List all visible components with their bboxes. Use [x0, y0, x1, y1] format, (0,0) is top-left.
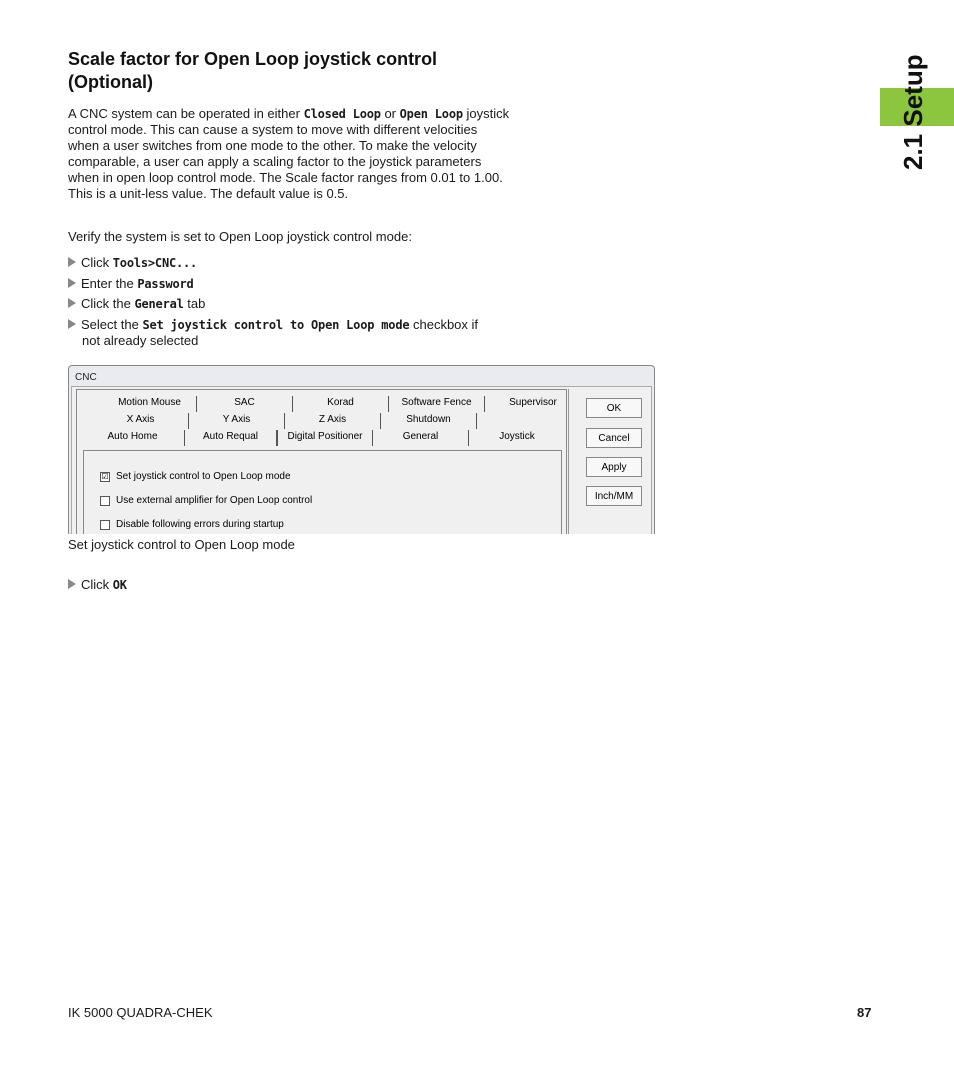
tab-row-3	[81, 430, 565, 446]
closed-loop-term: Closed Loop	[303, 107, 381, 121]
step-item: Enter the Password	[68, 276, 194, 292]
tab-row-2	[93, 413, 477, 429]
tab-row-1	[103, 396, 581, 412]
step-item: Select the Set joystick control to Open Loop mode checkbox if not already selected	[68, 317, 508, 349]
apply-button[interactable]: Apply	[586, 457, 642, 477]
verify-text: Verify the system is set to Open Loop joystick control mode:	[68, 229, 412, 244]
tab-z-axis[interactable]: Z Axis	[285, 413, 381, 429]
cancel-button[interactable]: Cancel	[586, 428, 642, 448]
cnc-dialog-screenshot	[68, 365, 655, 534]
bullet-triangle-icon	[68, 579, 76, 589]
bullet-triangle-icon	[68, 298, 76, 308]
checkbox-open-loop[interactable]: ☑ Set joystick control to Open Loop mode	[101, 471, 291, 482]
tab-y-axis[interactable]: Y Axis	[189, 413, 285, 429]
inch-mm-button[interactable]: Inch/MM	[586, 486, 642, 506]
tab-shutdown[interactable]: Shutdown	[381, 413, 477, 429]
final-step-item: Click OK	[68, 577, 127, 593]
section-title: 2.1 Setup	[898, 54, 928, 170]
tab-motion-mouse[interactable]: Motion Mouse	[103, 396, 197, 412]
tab-korad[interactable]: Korad	[293, 396, 389, 412]
step-item: Click Tools>CNC...	[68, 255, 197, 271]
step-item: Click the General tab	[68, 296, 205, 312]
tab-auto-requal[interactable]: Auto Requal	[185, 430, 277, 446]
footer-product: IK 5000 QUADRA-CHEK	[68, 1005, 213, 1020]
tab-software-fence[interactable]: Software Fence	[389, 396, 485, 412]
open-loop-term: Open Loop	[399, 107, 463, 121]
checkbox-box[interactable]	[100, 496, 110, 506]
checkbox-box[interactable]	[100, 520, 110, 530]
bullet-triangle-icon	[68, 278, 76, 288]
bullet-triangle-icon	[68, 319, 76, 329]
tab-digital-positioner[interactable]: Digital Positioner	[277, 430, 373, 446]
tab-general[interactable]: General	[373, 430, 469, 446]
intro-paragraph: A CNC system can be operated in either Closed Loop or Open Loop joystick control mode. This can cause a system to move with different velocities when a user switches from one mode to the other. To make the velocity comparable, a user can apply a scaling factor to the joystick parameters when in open loop control mode. The Scale factor ranges from 0.01 to 1.00. This is a unit-less value. The default value is 0.5.	[68, 106, 510, 201]
bullet-triangle-icon	[68, 257, 76, 267]
tab-supervisor[interactable]: Supervisor	[509, 397, 557, 408]
joystick-tab-panel	[83, 450, 562, 534]
tab-sac[interactable]: SAC	[197, 396, 293, 412]
page-number: 87	[857, 1005, 872, 1020]
page-heading	[68, 48, 508, 94]
tab-joystick[interactable]: Joystick	[499, 431, 535, 442]
dialog-body	[71, 386, 652, 534]
checkbox-external-amplifier[interactable]: Use external amplifier for Open Loop control	[100, 495, 312, 506]
separator	[568, 389, 569, 534]
dialog-title: CNC	[75, 372, 97, 383]
checkbox-disable-following-errors[interactable]: Disable following errors during startup	[100, 519, 284, 530]
tab-auto-home[interactable]: Auto Home	[81, 430, 185, 446]
tab-control	[76, 389, 567, 534]
ok-button[interactable]: OK	[586, 398, 642, 418]
heading-line-2: (Optional)	[68, 72, 153, 92]
heading-line-1: Scale factor for Open Loop joystick control	[68, 49, 438, 69]
checkbox-box[interactable]: ☑	[101, 471, 109, 481]
tab-x-axis[interactable]: X Axis	[93, 413, 189, 429]
figure-caption: Set joystick control to Open Loop mode	[68, 537, 295, 552]
